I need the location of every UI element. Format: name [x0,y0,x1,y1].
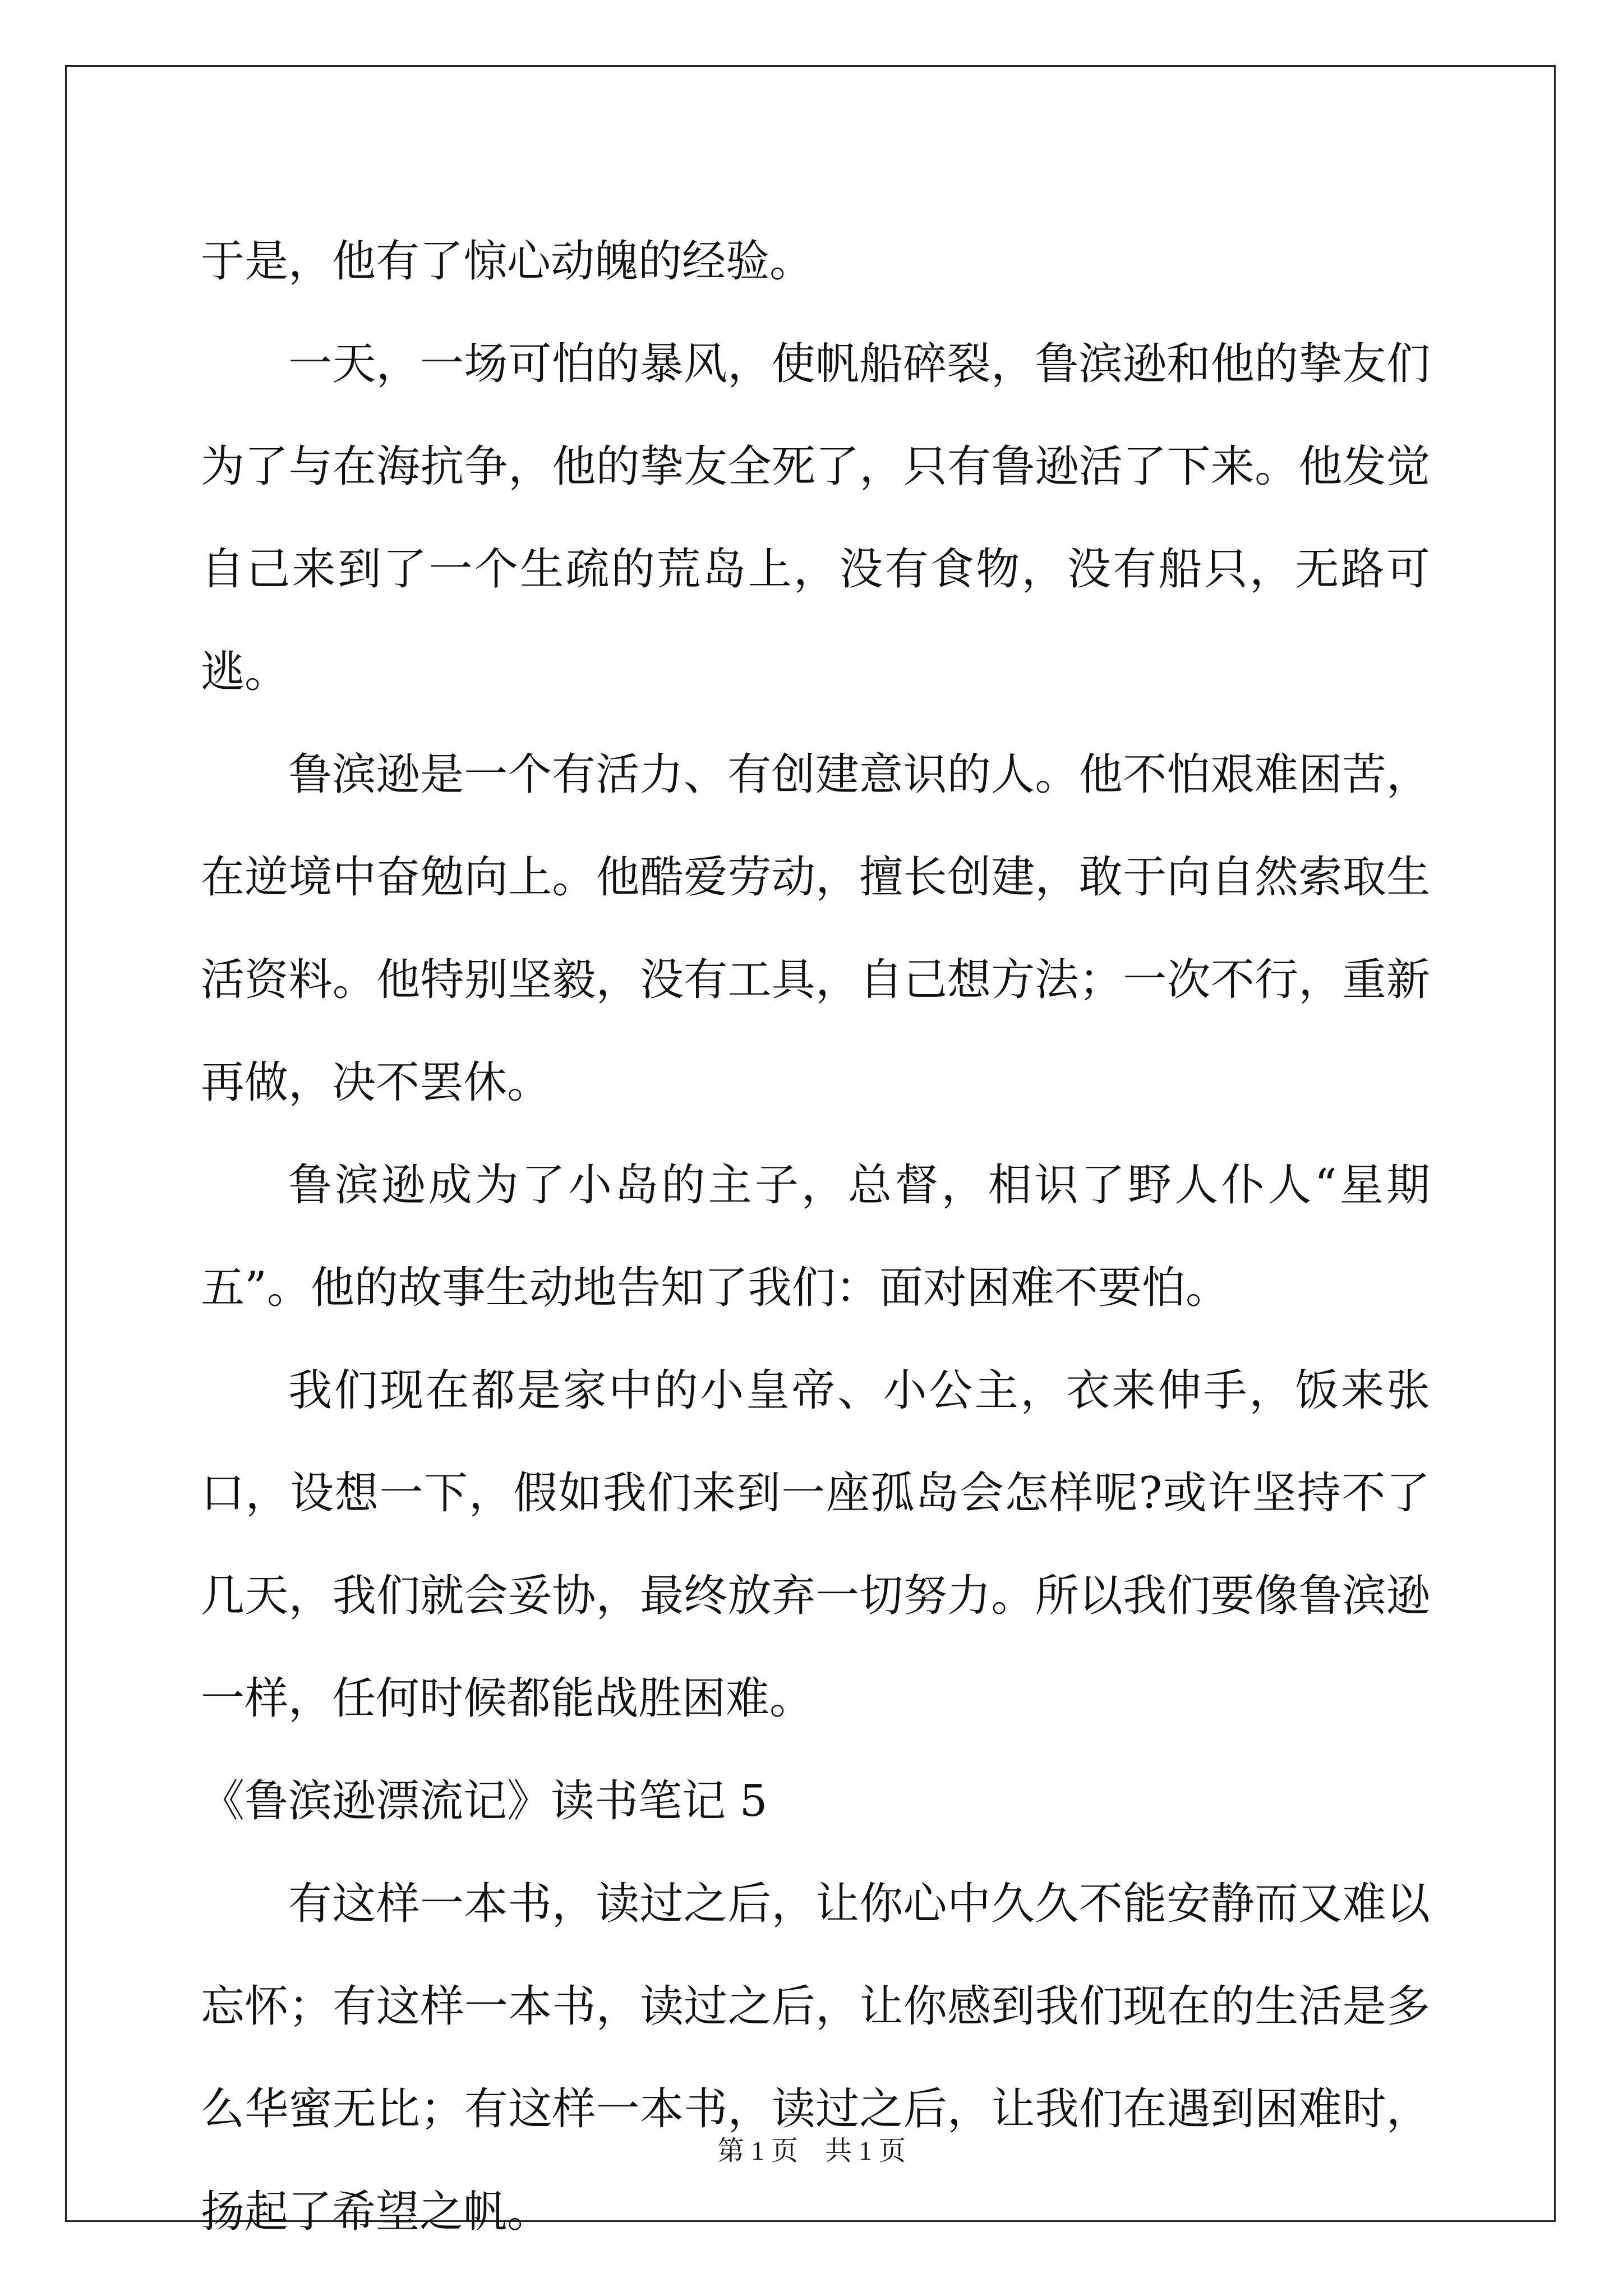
paragraph: 鲁滨逊成为了小岛的主子，总督，相识了野人仆人“星期五”。他的故事生动地告知了我们：面对困难不要怕。 [201,1160,1430,1313]
paragraph: 我们现在都是家中的小皇帝、小公主，衣来伸手，饭来张口，设想一下，假如我们来到一座孤岛会怎样呢?或许坚持不了几天，我们就会妥协，最终放弃一切努力。所以我们要像鲁滨逊一样，任何时候都能战胜困难。 [201,1365,1430,1724]
page-footer: 第 1 页 共 1 页 [717,2136,906,2166]
paragraph: 于是，他有了惊心动魄的经验。 [201,236,814,287]
paragraph: 鲁滨逊是一个有活力、有创建意识的人。他不怕艰难困苦，在逆境中奋勉向上。他酷爱劳动，擅长创建，敢于向自然索取生活资料。他特别坚毅，没有工具，自己想方法；一次不行，重新再做，决不罢休。 [201,749,1430,1108]
section-heading: 《鲁滨逊漂流记》读书笔记 5 [201,1776,768,1826]
paragraph: 有这样一本书，读过之后，让你心中久久不能安静而又难以忘怀；有这样一本书，读过之后，让你感到我们现在的生活是多么华蜜无比；有这样一本书，读过之后，让我们在遇到困难时，扬起了希望之帆。 [201,1879,1430,2237]
paragraph: 一天，一场可怕的暴风，使帆船碎裂，鲁滨逊和他的挚友们为了与在海抗争，他的挚友全死了，只有鲁逊活了下来。他发觉自己来到了一个生疏的荒岛上，没有食物，没有船只，无路可逃。 [201,339,1430,697]
document-body [201,210,1430,2263]
